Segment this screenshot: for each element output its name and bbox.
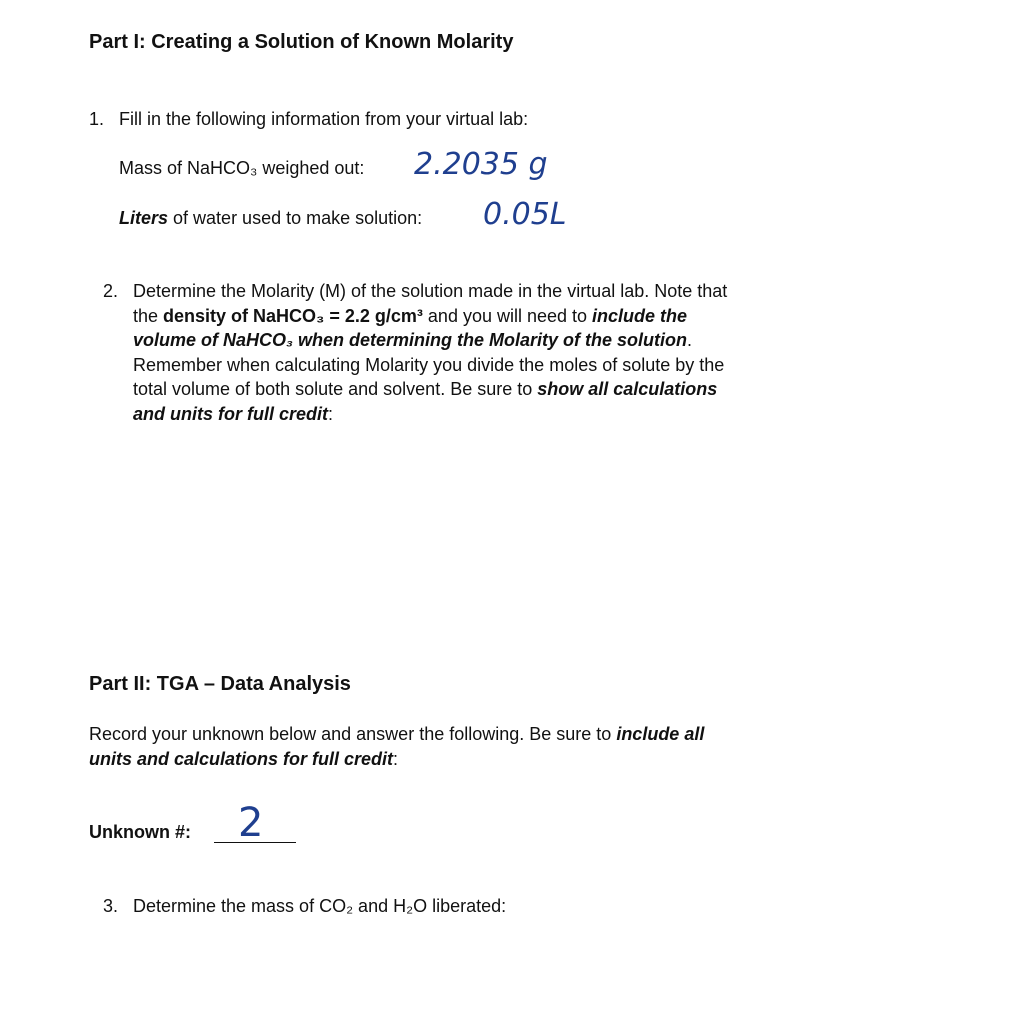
part2-intro [89, 722, 704, 771]
q2-line-5: total volume of both solute and solvent. Be sure to show all calculations [133, 379, 718, 399]
q2-text [133, 279, 727, 426]
part1-title: Part I: Creating a Solution of Known Molarity [89, 31, 514, 53]
part2-title: Part II: TGA – Data Analysis [89, 673, 351, 695]
q1-prompt: Fill in the following information from your virtual lab: [119, 109, 529, 129]
q3-number: 3. [103, 896, 119, 916]
q2-line-4: Remember when calculating Molarity you divide the moles of solute by the [133, 354, 725, 375]
q3-text: Determine the mass of CO₂ and H₂O liberated: [133, 896, 507, 916]
q2-line-6: and units for full credit: [133, 403, 334, 424]
liters-label [119, 206, 422, 231]
part2-intro-line-2: units and calculations for full credit: [89, 748, 399, 769]
mass-answer: 2.2035 g [414, 147, 548, 182]
liters-label-rest: of water used to make solution: [168, 208, 423, 228]
liters-answer: 0.05L [483, 197, 567, 232]
q2-line-2: the density of NaHCO₃ = 2.2 g/cm³ and you will need to include the [133, 305, 688, 326]
q2-line-1: Determine the Molarity (M) of the solution made in the virtual lab. Note that [133, 281, 728, 301]
mass-label: Mass of NaHCO₃ weighed out: [119, 158, 365, 178]
q2-number: 2. [103, 281, 119, 301]
unknown-answer: 2 [238, 800, 264, 846]
part2-intro-line-1: Record your unknown below and answer the following. Be sure to include all [89, 724, 705, 744]
unknown-label: Unknown #: [89, 822, 191, 842]
liters-label-bold: Liters [119, 208, 169, 228]
q2-line-3: volume of NaHCO₃ when determining the Molarity of the solution. [133, 330, 693, 350]
q1-number: 1. [89, 109, 105, 129]
